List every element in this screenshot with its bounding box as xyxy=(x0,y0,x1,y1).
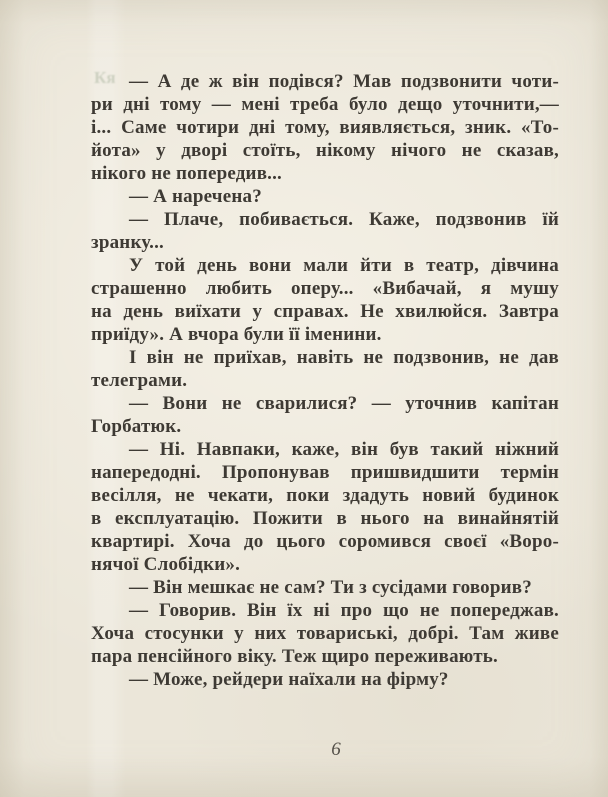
text-line: приїду». А вчора були її іменини. xyxy=(91,324,382,345)
text-line: — Говорив. Він їх ні про що не попереджав. xyxy=(129,600,559,621)
text-line: на день виїхати у справах. Не хвилюйся. Завтра xyxy=(91,301,559,322)
text-line: — Ні. Навпаки, каже, він був такий ніжний xyxy=(129,439,559,460)
text-line: страшенно любить оперу... «Вибачай, я мушу xyxy=(91,278,559,299)
text-line: — Може, рейдери наїхали на фірму? xyxy=(129,669,449,690)
show-through-text: Кя xyxy=(94,68,116,87)
text-line: нікого не попередив... xyxy=(91,163,283,184)
text-line: У той день вони мали йти в театр, дівчина xyxy=(129,255,559,276)
text-line: пара пенсійного віку. Теж щиро переживають. xyxy=(91,646,498,667)
text-line: телеграми. xyxy=(91,370,188,391)
page-text xyxy=(91,70,559,691)
text-line: — А де ж він подівся? Мав подзвонити чоти- xyxy=(129,71,559,92)
text-line: напередодні. Пропонував пришвидшити термін xyxy=(91,462,559,483)
text-line: зранку... xyxy=(91,232,164,253)
page-number: 6 xyxy=(331,739,341,760)
text-line: весілля, не чекати, поки здадуть новий будинок xyxy=(91,485,559,506)
text-line: і... Саме чотири дні тому, виявляється, зник. «То- xyxy=(91,117,559,138)
text-line: — Плаче, побивається. Каже, подзвонив їй xyxy=(129,209,559,230)
text-line: — Вони не сварилися? — уточнив капітан xyxy=(129,393,559,414)
text-line: І він не приїхав, навіть не подзвонив, не дав xyxy=(129,347,559,368)
text-line: — Він мешкає не сам? Ти з сусідами говорив? xyxy=(129,577,532,598)
text-line: Хоча стосунки у них товариські, добрі. Там живе xyxy=(91,623,559,644)
text-line: нячої Слобідки». xyxy=(91,554,241,575)
text-line: квартирі. Хоча до цього соромився своєї «Воро- xyxy=(91,531,559,552)
text-line: ри дні тому — мені треба було дещо уточнити,— xyxy=(91,94,559,115)
text-line: — А наречена? xyxy=(129,186,262,207)
text-line: йота» у дворі стоїть, нікому нічого не сказав, xyxy=(91,140,559,161)
text-line: Горбатюк. xyxy=(91,416,182,437)
text-line: в експлуатацію. Пожити в нього на винайнятій xyxy=(91,508,559,529)
